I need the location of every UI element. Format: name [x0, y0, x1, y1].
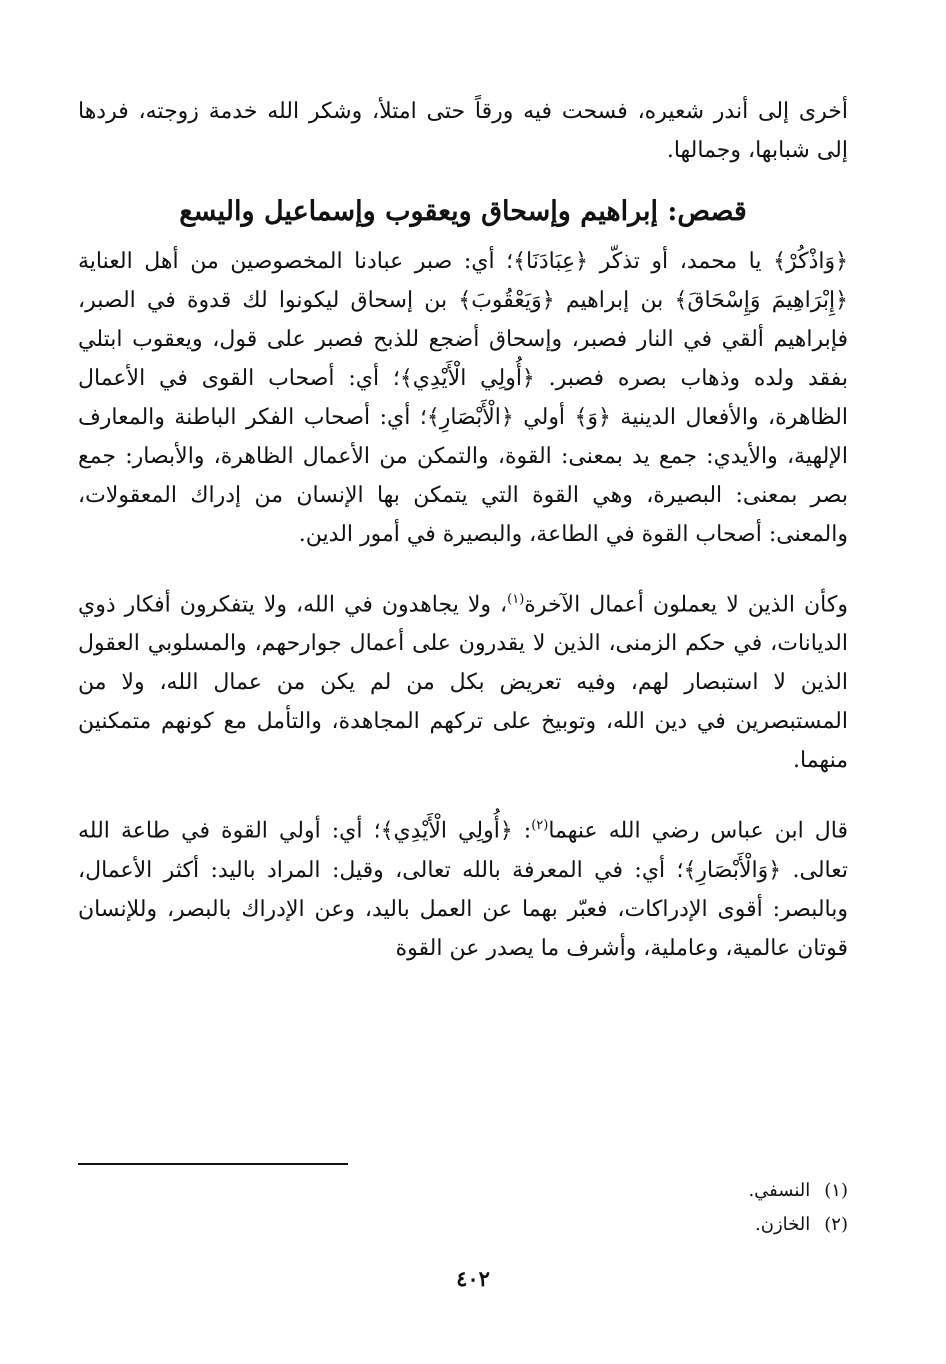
footnote-1 — [78, 1174, 848, 1208]
paragraph-gap — [78, 780, 848, 806]
footnote-2-number: (٢) — [824, 1214, 848, 1235]
page-body — [78, 92, 848, 968]
footnote-ref-1: (١) — [507, 592, 525, 607]
paragraph-2-text-a: وكأن الذين لا يعملون أعمال الآخرة — [524, 592, 848, 618]
footnote-divider — [78, 1163, 348, 1165]
paragraph-1: ﴿وَاذْكُرْ﴾ يا محمد، أو تذكّر ﴿عِبَادَنَا﴾؛ أي: صبر عبادنا المخصوصين من أهل العناية ﴿إِبْرَاهِيمَ وَإِسْحَاقَ﴾ بن إبراهيم ﴿وَيَعْقُوبَ﴾ بن إسحاق ليكونوا لك قدوة في الصبر، فإبراهيم ألقي في النار فصبر، وإسحاق أضجع للذبح فصبر على قول، ويعقوب ابتلي بفقد ولده وذهاب بصره فصبر. ﴿أُولِي الْأَيْدِي﴾؛ أي: أصحاب القوى في الأعمال الظاهرة، والأفعال الدينية ﴿وَ﴾ أولي ﴿الْأَبْصَارِ﴾؛ أي: أصحاب الفكر الباطنة والمعارف الإلهية، والأيدي: جمع يد بمعنى: القوة، والتمكن من الأعمال الظاهرة، والأبصار: جمع بصر بمعنى: البصيرة، وهي القوة التي يتمكن بها الإنسان من إدراك المعقولات، والمعنى: أصحاب القوة في الطاعة، والبصيرة في أمور الدين. — [78, 249, 848, 547]
footnote-2-text: الخازن. — [755, 1214, 811, 1235]
paragraph-gap — [78, 554, 848, 580]
page-number: ٤٠٢ — [456, 1266, 490, 1291]
intro-paragraph: أخرى إلى أندر شعيره، فسحت فيه ورقاً حتى امتلأ، وشكر الله خدمة زوجته، فردها إلى شبابها، وجمالها. — [78, 99, 848, 163]
footnote-1-text: النسفي. — [748, 1180, 811, 1201]
paragraph-2-text-b: ، ولا يجاهدون في الله، ولا يتفكرون أفكار ذوي الديانات، في حكم الزمنى، الذين لا يقدرون على أعمال جوارحهم، والمسلوبي العقول الذين لا استبصار لهم، وفيه تعريض بكل من لم يكن من عمال الله، ولا من المستبصرين في دين الله، وتوبيخ على تركهم المجاهدة، والتأمل مع كونهم متمكنين منهما. — [78, 592, 848, 774]
footnote-2 — [78, 1208, 848, 1242]
section-heading: قصص: إبراهيم وإسحاق ويعقوب وإسماعيل واليسع — [179, 196, 747, 227]
footnotes — [78, 1174, 848, 1242]
paragraph-3-text-a: قال ابن عباس رضي الله عنهما — [548, 818, 848, 844]
paragraph-2 — [78, 580, 848, 780]
footnote-1-number: (١) — [824, 1180, 848, 1201]
footnote-ref-2: (٢) — [531, 818, 549, 834]
paragraph-3 — [78, 806, 848, 967]
paragraph-3-text-b: : ﴿أُولِي الْأَيْدِي﴾؛ أي: أولي القوة في طاعة الله تعالى. ﴿وَالْأَبْصَارِ﴾؛ أي: في المعرفة بالله تعالى، وقيل: المراد باليد: أكثر الأعمال، وبالبصر: أقوى الإدراكات، فعبّر بهما عن العمل باليد، وعن الإدراك بالبصر، وللإنسان قوتان عالمية، وعاملية، وأشرف ما يصدر عن القوة — [78, 818, 848, 961]
